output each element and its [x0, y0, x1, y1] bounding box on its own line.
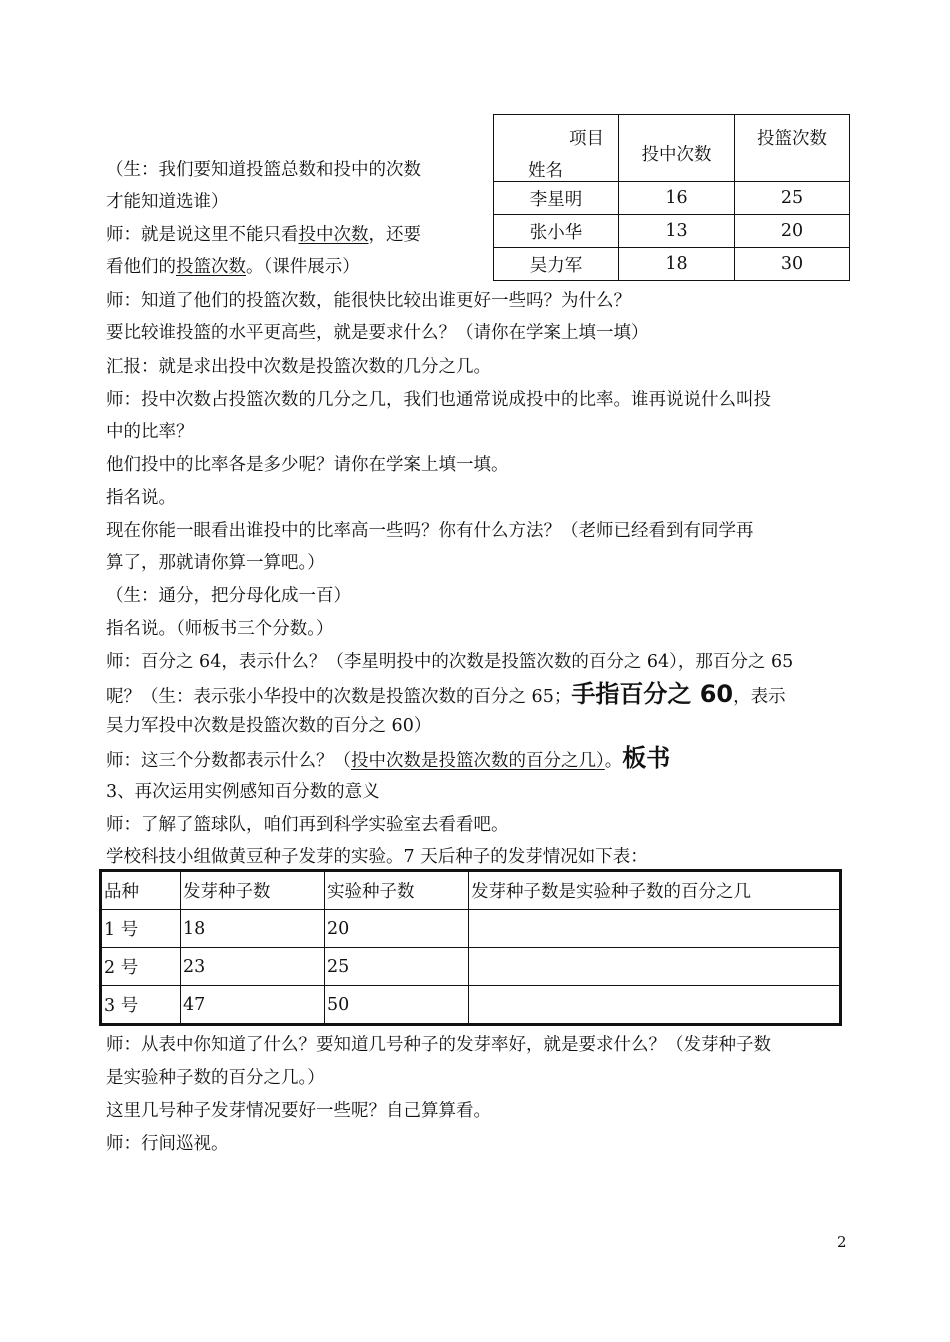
table-row [101, 948, 841, 986]
cell: 23 [181, 948, 325, 986]
text-line: 吴力军投中次数是投篮次数的百分之 60） [106, 716, 432, 736]
header-item: 项目 [569, 129, 604, 149]
col-header: 实验种子数 [325, 871, 469, 910]
table-header-row [101, 871, 841, 910]
header-hits: 投中次数 [619, 115, 735, 182]
table-row [494, 182, 850, 215]
underline-shots: 投篮次数 [176, 257, 246, 277]
text-line: 算了，那就请你算一算吧。） [106, 553, 325, 573]
text-line: 学校科技小组做黄豆种子发芽的实验。7 天后种子的发芽情况如下表： [106, 847, 648, 867]
diagonal-header-cell [494, 115, 619, 182]
cell [469, 986, 841, 1025]
underline-meaning: 投中次数是投篮次数的百分之几） [351, 751, 605, 771]
cell: 1 号 [101, 910, 181, 948]
text-line: 是实验种子数的百分之几。） [106, 1068, 325, 1088]
text-line: 师：了解了篮球队，咱们再到科学实验室去看看吧。 [106, 815, 509, 835]
text-line: 汇报：就是求出投中次数是投篮次数的几分之几。 [106, 357, 491, 377]
header-shots: 投篮次数 [735, 115, 850, 182]
germination-table [99, 869, 842, 1026]
teacher-line-1: 师：就是说这里不能只看投中次数，还要 [106, 225, 421, 245]
cell: 2 号 [101, 948, 181, 986]
cell: 20 [325, 910, 469, 948]
underline-hits: 投中次数 [298, 225, 369, 245]
cell: 18 [181, 910, 325, 948]
text-line: 他们投中的比率各是多少呢？请你在学案上填一填。 [106, 455, 509, 475]
player-shots: 30 [735, 248, 850, 281]
text-line: 指名说。（师板书三个分数。） [106, 619, 334, 639]
text-line: 师：从表中你知道了什么？要知道几号种子的发芽率好，就是要求什么？（发芽种子数 [106, 1035, 771, 1055]
intro-line-2: 才能知道选谁） [106, 192, 229, 212]
page-number: 2 [837, 1233, 847, 1251]
player-shots: 25 [735, 182, 850, 215]
cell: 47 [181, 986, 325, 1025]
text-line-65: 呢？（生：表示张小华投中的次数是投篮次数的百分之 65；手指百分之 60，表示 [106, 680, 786, 708]
text-line: 师：知道了他们的投篮次数，能很快比较出谁更好一些吗？为什么？ [106, 291, 631, 311]
col-header: 品种 [101, 871, 181, 910]
section-heading: 3、再次运用实例感知百分数的意义 [106, 782, 380, 802]
cell [469, 910, 841, 948]
table-row [494, 248, 850, 281]
player-shots: 20 [735, 215, 850, 248]
header-name: 姓名 [528, 161, 563, 181]
player-name: 李星明 [494, 182, 619, 215]
player-name: 张小华 [494, 215, 619, 248]
text-line-three: 师：这三个分数都表示什么？（投中次数是投篮次数的百分之几）。板书 [106, 744, 671, 772]
player-name: 吴力军 [494, 248, 619, 281]
cell: 25 [325, 948, 469, 986]
bold-note-point-60: 手指百分之 60 [571, 680, 734, 708]
player-hits: 18 [619, 248, 735, 281]
text-line: 师：行间巡视。 [106, 1134, 229, 1154]
cell [469, 948, 841, 986]
teacher-line-2: 看他们的投篮次数。（课件展示） [106, 257, 360, 277]
text-line: （生：通分，把分母化成一百） [106, 586, 351, 606]
shooting-table [493, 114, 850, 281]
col-header: 发芽种子数 [181, 871, 325, 910]
player-hits: 13 [619, 215, 735, 248]
cell: 50 [325, 986, 469, 1025]
text-line: 要比较谁投篮的水平更高些，就是要求什么？（请你在学案上填一填） [106, 323, 649, 343]
cell: 3 号 [101, 986, 181, 1025]
text-line: 指名说。 [106, 488, 176, 508]
text-line: 师：百分之 64，表示什么？（李星明投中的次数是投篮次数的百分之 64），那百分之 65 [106, 652, 794, 672]
table-row [494, 215, 850, 248]
col-header: 发芽种子数是实验种子数的百分之几 [469, 871, 841, 910]
text-line: 中的比率？ [106, 422, 194, 442]
table-row [101, 910, 841, 948]
player-hits: 16 [619, 182, 735, 215]
table-row [101, 986, 841, 1025]
text-line: 这里几号种子发芽情况要好一些呢？自己算算看。 [106, 1101, 491, 1121]
text-line: 师：投中次数占投篮次数的几分之几，我们也通常说成投中的比率。谁再说说什么叫投 [106, 390, 771, 410]
intro-line-1: （生：我们要知道投篮总数和投中的次数 [106, 160, 421, 180]
bold-note-board: 板书 [622, 744, 671, 772]
text-line: 现在你能一眼看出谁投中的比率高一些吗？你有什么方法？（老师已经看到有同学再 [106, 521, 754, 541]
